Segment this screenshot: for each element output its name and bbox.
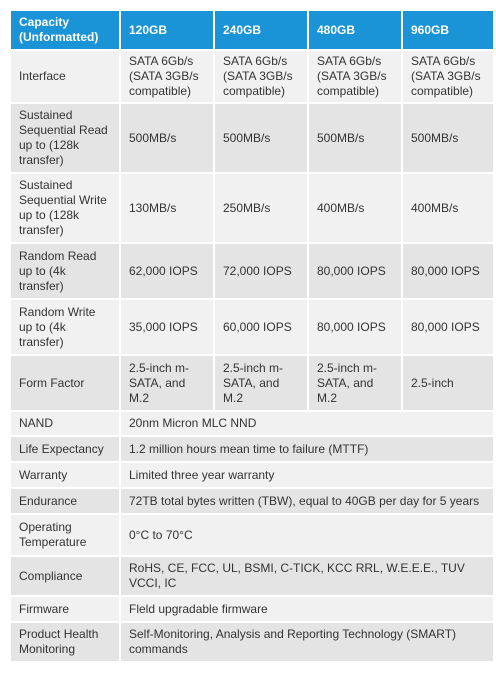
table-cell: 2.5-inch m-SATA, and M.2 [215,356,307,410]
ssd-spec-table [9,9,495,663]
table-cell: 35,000 IOPS [121,300,213,354]
table-cell: 500MB/s [403,104,493,172]
table-cell: 250MB/s [215,174,307,242]
row-label: Compliance [11,557,119,595]
table-cell: 62,000 IOPS [121,244,213,298]
table-cell: 2.5-inch m-SATA, and M.2 [121,356,213,410]
capacity-header: Capacity (Unformatted) [11,11,119,49]
row-label: NAND [11,412,119,435]
table-cell: 2.5-inch m-SATA, and M.2 [309,356,401,410]
table-cell: 500MB/s [215,104,307,172]
row-label: Form Factor [11,356,119,410]
table-cell: SATA 6Gb/s (SATA 3GB/s compatible) [215,51,307,102]
operating-temp-row [11,515,493,555]
compliance-row [11,557,493,595]
row-label: Product Health Monitoring [11,623,119,661]
warranty-row [11,463,493,487]
seq-write-row [11,174,493,242]
table-cell: 80,000 IOPS [309,300,401,354]
table-cell: 2.5-inch [403,356,493,410]
table-cell: 1.2 million hours mean time to failure (MTTF) [121,437,493,461]
interface-row [11,51,493,102]
table-cell: Self-Monitoring, Analysis and Reporting Technology (SMART) commands [121,623,493,661]
row-label: Random Write up to (4k transfer) [11,300,119,354]
firmware-row [11,597,493,621]
nand-row [11,412,493,435]
table-cell: 500MB/s [309,104,401,172]
row-label: Endurance [11,489,119,513]
row-label: Warranty [11,463,119,487]
table-cell: 80,000 IOPS [403,244,493,298]
capacity-240gb-header: 240GB [215,11,307,49]
capacity-120gb-header: 120GB [121,11,213,49]
table-cell: Limited three year warranty [121,463,493,487]
table-cell: 72,000 IOPS [215,244,307,298]
table-cell: Fleld upgradable firmware [121,597,493,621]
capacity-480gb-header: 480GB [309,11,401,49]
table-cell: 72TB total bytes written (TBW), equal to 40GB per day for 5 years [121,489,493,513]
row-label: Interface [11,51,119,102]
row-label: Life Expectancy [11,437,119,461]
table-cell: 80,000 IOPS [309,244,401,298]
table-cell: SATA 6Gb/s (SATA 3GB/s compatible) [403,51,493,102]
seq-read-row [11,104,493,172]
row-label: Operating Temperature [11,515,119,555]
rand-write-row [11,300,493,354]
table-cell: SATA 6Gb/s (SATA 3GB/s compatible) [309,51,401,102]
row-label: Sustained Sequential Read up to (128k transfer) [11,104,119,172]
table-cell: 400MB/s [403,174,493,242]
row-label: Random Read up to (4k transfer) [11,244,119,298]
rand-read-row [11,244,493,298]
table-cell: RoHS, CE, FCC, UL, BSMI, C-TICK, KCC RRL, W.E.E.E., TUV VCCI, IC [121,557,493,595]
endurance-row [11,489,493,513]
table-cell: 0°C to 70°C [121,515,493,555]
table-cell: 60,000 IOPS [215,300,307,354]
capacity-960gb-header: 960GB [403,11,493,49]
table-cell: SATA 6Gb/s (SATA 3GB/s compatible) [121,51,213,102]
life-expectancy-row [11,437,493,461]
table-cell: 130MB/s [121,174,213,242]
row-label: Firmware [11,597,119,621]
form-factor-row [11,356,493,410]
table-cell: 80,000 IOPS [403,300,493,354]
table-cell: 400MB/s [309,174,401,242]
header-row [11,11,493,49]
table-cell: 20nm Micron MLC NND [121,412,493,435]
health-monitoring-row [11,623,493,661]
table-cell: 500MB/s [121,104,213,172]
row-label: Sustained Sequential Write up to (128k transfer) [11,174,119,242]
